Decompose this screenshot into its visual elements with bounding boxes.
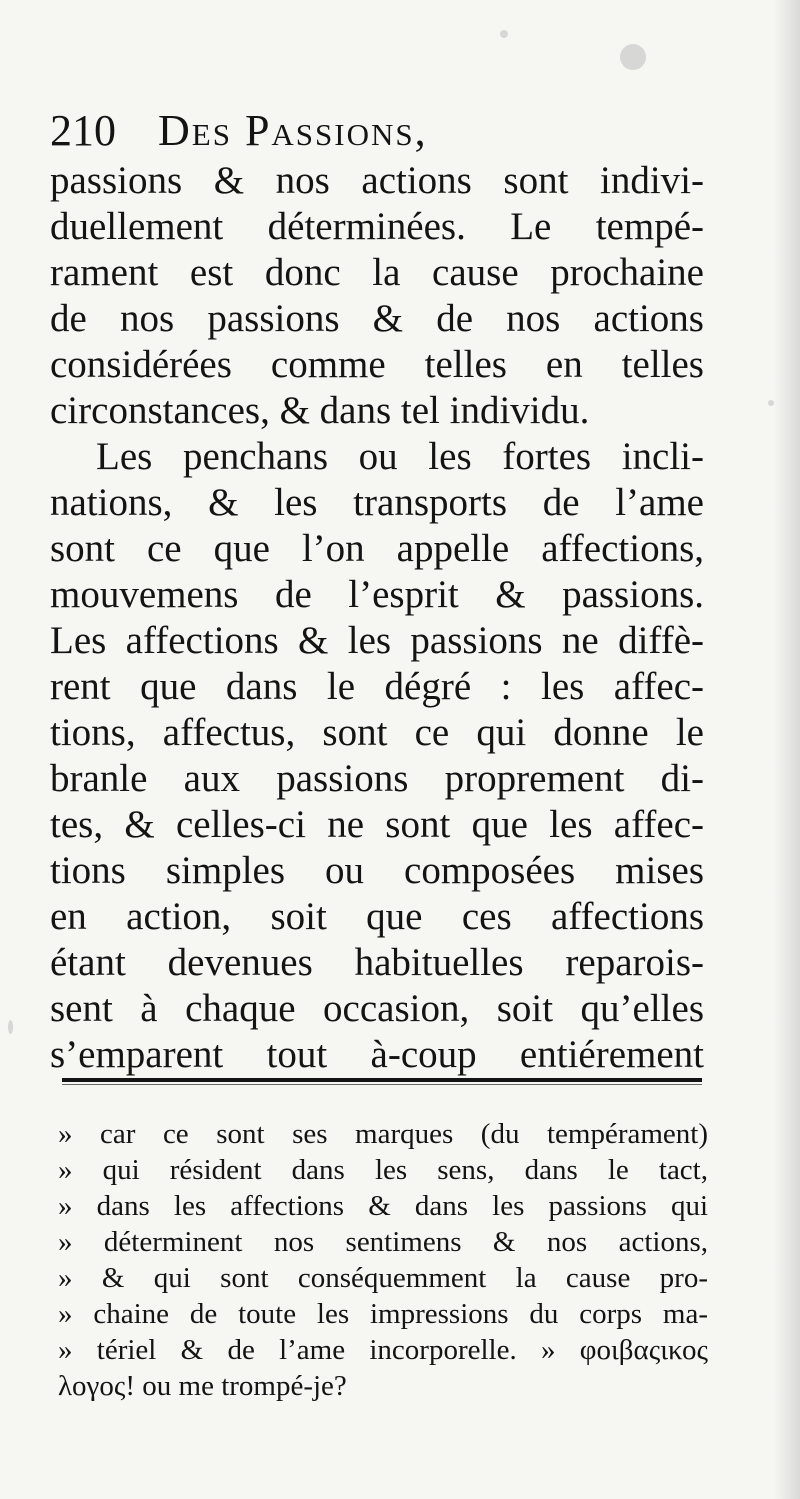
body-line: mouvemens de l’esprit & passions.: [50, 573, 704, 616]
body-line: tions simples ou composées mises: [50, 849, 704, 892]
body-line: nations, & les transports de l’ame: [50, 481, 704, 524]
footnote-line: » chaine de toute les impressions du corps ma-: [58, 1298, 708, 1330]
body-line: en action, soit que ces affections: [50, 895, 704, 938]
body-line: sont ce que l’on appelle affections,: [50, 527, 704, 570]
body-line: de nos passions & de nos actions: [50, 297, 704, 340]
body-line: s’emparent tout à-coup entiérement: [50, 1033, 704, 1076]
footnote-rule: [62, 1078, 702, 1082]
footnote-line: λογος! ou me trompé-je?: [58, 1370, 347, 1402]
body-line: passions & nos actions sont indivi-: [50, 159, 704, 202]
body-line: sent à chaque occasion, soit qu’elles: [50, 987, 704, 1030]
paper-speck: [768, 400, 774, 406]
body-line: branle aux passions proprement di-: [50, 757, 704, 800]
footnote-line: » & qui sont conséquemment la cause pro-: [58, 1262, 708, 1294]
paper-stain: [620, 44, 646, 70]
footnote-rule-thin: [62, 1084, 702, 1085]
footnote-line: » tériel & de l’ame incorporelle. » φοιβαςικος: [58, 1334, 708, 1366]
footnote-line: » déterminent nos sentimens & nos actions,: [58, 1226, 708, 1258]
body-line: Les affections & les passions ne diffè-: [50, 619, 704, 662]
footnote-line: » car ce sont ses marques (du tempérament): [58, 1118, 708, 1150]
running-title: Des Passions,: [158, 106, 428, 155]
footnote-line: » dans les affections & dans les passions qui: [58, 1190, 708, 1222]
body-line: étant devenues habituelles reparois-: [50, 941, 704, 984]
paper-speck: [8, 1020, 13, 1034]
body-line: circonstances, & dans tel individu.: [50, 389, 590, 432]
body-line: rent que dans le dégré : les affec-: [50, 665, 704, 708]
page-edge-shadow: [774, 0, 800, 1499]
body-line: rament est donc la cause prochaine: [50, 251, 704, 294]
page-number: 210: [50, 106, 116, 155]
footnote-line: » qui résident dans les sens, dans le tact,: [58, 1154, 708, 1186]
body-line: considérées comme telles en telles: [50, 343, 704, 386]
body-line: duellement déterminées. Le tempé-: [50, 205, 704, 248]
body-line: tes, & celles-ci ne sont que les affec-: [50, 803, 704, 846]
body-line: tions, affectus, sont ce qui donne le: [50, 711, 704, 754]
body-line: Les penchans ou les fortes incli-: [96, 435, 704, 478]
paper-speck: [500, 30, 508, 38]
